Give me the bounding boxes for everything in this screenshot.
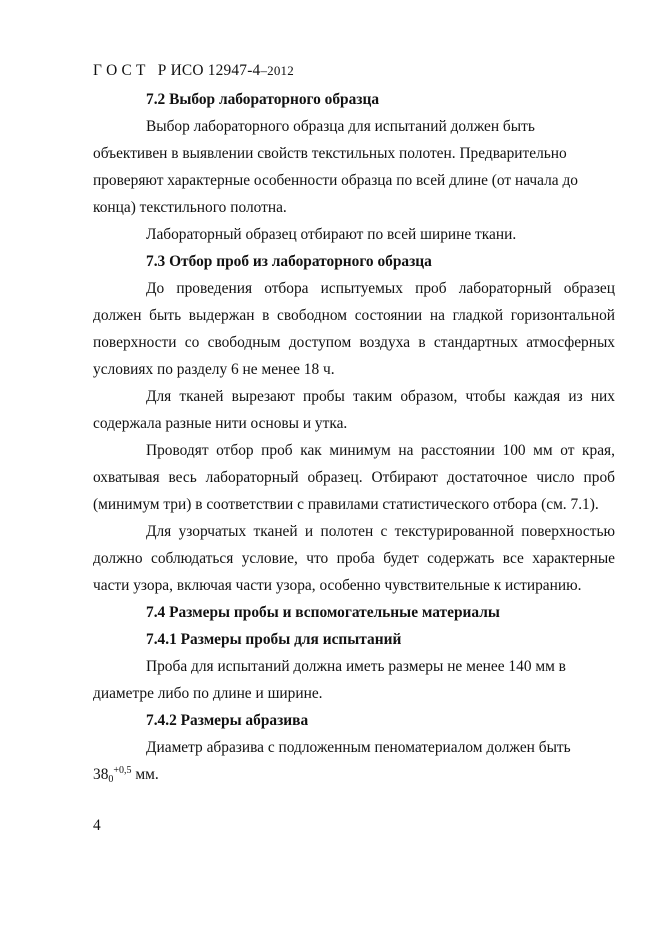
dimension-upper-tolerance: +0,5 — [113, 765, 132, 776]
paragraph-line: Лабораторный образец отбирают по всей ширине ткани. — [146, 226, 517, 243]
heading-7-3: 7.3 Отбор проб из лабораторного образца — [146, 253, 432, 270]
paragraph-line: должно соблюдаться условие, что проба будет содержать все характерные — [93, 550, 615, 567]
dimension-unit: мм. — [131, 766, 159, 783]
paragraph-line: Для узорчатых тканей и полотен с текстурированной поверхностью — [146, 523, 615, 540]
paragraph-line: содержала разные нити основы и утка. — [93, 415, 348, 432]
dimension-line — [93, 766, 615, 784]
paragraph-line: проверяют характерные особенности образца по всей длине (от начала до — [93, 172, 578, 189]
heading-7-4: 7.4 Размеры пробы и вспомогательные материалы — [146, 604, 500, 621]
paragraph-line: Проба для испытаний должна иметь размеры не менее 140 мм в — [146, 658, 566, 675]
header-code: Р ИСО 12947-4 — [157, 62, 261, 79]
paragraph-line: диаметре либо по длине и ширине. — [93, 685, 323, 702]
paragraph-line: Диаметр абразива с подложенным пеноматериалом должен быть — [146, 739, 571, 756]
heading-7-4-1: 7.4.1 Размеры пробы для испытаний — [146, 631, 402, 648]
paragraph-line: охватывая весь лабораторный образец. Отбирают достаточное число проб — [93, 469, 615, 486]
paragraph-line: должен быть выдержан в свободном состоянии на гладкой горизонтальной — [93, 307, 615, 324]
heading-7-4-2: 7.4.2 Размеры абразива — [146, 712, 309, 729]
header-year: –2012 — [260, 63, 294, 78]
paragraph-line: поверхности со свободным доступом воздуха в стандартных атмосферных — [93, 334, 615, 351]
paragraph-line: Для тканей вырезают пробы таким образом, чтобы каждая из них — [146, 388, 615, 405]
paragraph-line: (минимум три) в соответствии с правилами статистического отбора (см. 7.1). — [93, 496, 599, 513]
paragraph-line: условиях по разделу 6 не менее 18 ч. — [93, 361, 335, 378]
paragraph-line: части узора, включая части узора, особенно чувствительные к истиранию. — [93, 577, 582, 594]
dimension-value: 38 — [93, 766, 109, 783]
dimension-lower-tolerance: 0 — [108, 774, 114, 785]
page-number: 4 — [93, 817, 101, 834]
paragraph-line: конца) текстильного полотна. — [93, 199, 287, 216]
paragraph-line: До проведения отбора испытуемых проб лабораторный образец — [146, 280, 615, 297]
paragraph-line: Проводят отбор проб как минимум на расстоянии 100 мм от края, — [146, 442, 615, 459]
heading-7-2: 7.2 Выбор лабораторного образца — [146, 91, 380, 108]
header-gost: Г О С Т — [93, 62, 146, 79]
paragraph-line: объективен в выявлении свойств текстильных полотен. Предварительно — [93, 145, 567, 162]
paragraph-line: Выбор лабораторного образца для испытаний должен быть — [146, 118, 535, 135]
document-header — [93, 62, 615, 80]
